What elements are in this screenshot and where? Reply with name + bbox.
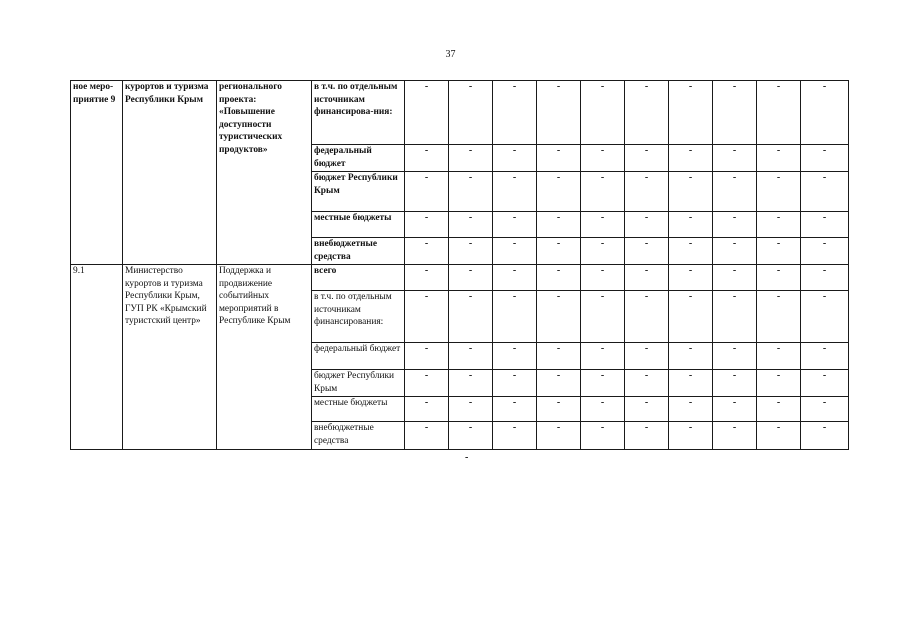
value-cell: - [537, 343, 581, 370]
value-cell: - [669, 265, 713, 291]
value-cell: - [757, 265, 801, 291]
value-cell: - [757, 343, 801, 370]
value-cell: - [581, 81, 625, 145]
value-cell: - [757, 370, 801, 397]
value-cell: - [625, 212, 669, 238]
value-cell: - [801, 238, 849, 265]
value-cell: - [405, 81, 449, 145]
value-cell: - [493, 370, 537, 397]
executor-cell: Министерство курортов и туризма Республики Крым, ГУП РК «Крымский туристский центр» [123, 265, 217, 450]
value-cell: - [493, 212, 537, 238]
value-cell: - [493, 81, 537, 145]
value-cell: - [537, 238, 581, 265]
value-cell: - [713, 81, 757, 145]
value-cell: - [669, 291, 713, 343]
value-cell: - [537, 145, 581, 172]
funding-source-label: внебюджетные средства [312, 238, 405, 265]
value-cell: - [581, 212, 625, 238]
value-cell: - [405, 265, 449, 291]
value-cell: - [449, 343, 493, 370]
executor-cell: курортов и туризма Республики Крым [123, 81, 217, 265]
value-cell: - [713, 397, 757, 422]
event-number-cell: ное меро-приятие 9 [71, 81, 123, 265]
value-cell: - [713, 265, 757, 291]
value-cell: - [801, 370, 849, 397]
value-cell: - [713, 370, 757, 397]
value-cell: - [405, 422, 449, 450]
value-cell: - [449, 291, 493, 343]
value-cell: - [669, 343, 713, 370]
stray-dash-mark: - [465, 452, 469, 463]
value-cell: - [449, 145, 493, 172]
value-cell: - [581, 291, 625, 343]
funding-source-label: внебюджетные средства [312, 422, 405, 450]
value-cell: - [713, 212, 757, 238]
funding-source-label: местные бюджеты [312, 212, 405, 238]
value-cell: - [713, 145, 757, 172]
value-cell: - [801, 172, 849, 212]
value-cell: - [713, 343, 757, 370]
event-name-cell: регионального проекта: «Повышение доступности туристических продуктов» [217, 81, 312, 265]
funding-source-label: федеральный бюджет [312, 343, 405, 370]
value-cell: - [405, 397, 449, 422]
value-cell: - [669, 81, 713, 145]
value-cell: - [581, 343, 625, 370]
value-cell: - [669, 397, 713, 422]
value-cell: - [757, 212, 801, 238]
value-cell: - [581, 238, 625, 265]
value-cell: - [449, 265, 493, 291]
value-cell: - [625, 81, 669, 145]
value-cell: - [801, 397, 849, 422]
value-cell: - [405, 370, 449, 397]
value-cell: - [801, 81, 849, 145]
value-cell: - [405, 212, 449, 238]
value-cell: - [493, 291, 537, 343]
value-cell: - [669, 212, 713, 238]
value-cell: - [801, 422, 849, 450]
value-cell: - [625, 397, 669, 422]
value-cell: - [801, 343, 849, 370]
value-cell: - [581, 172, 625, 212]
event-number-cell: 9.1 [71, 265, 123, 450]
value-cell: - [581, 422, 625, 450]
table-row [71, 265, 849, 291]
funding-source-label: бюджет Республики Крым [312, 172, 405, 212]
value-cell: - [801, 265, 849, 291]
value-cell: - [625, 422, 669, 450]
value-cell: - [713, 291, 757, 343]
value-cell: - [801, 291, 849, 343]
value-cell: - [581, 265, 625, 291]
value-cell: - [757, 145, 801, 172]
value-cell: - [581, 397, 625, 422]
funding-source-label: всего [312, 265, 405, 291]
value-cell: - [493, 265, 537, 291]
value-cell: - [493, 343, 537, 370]
value-cell: - [625, 172, 669, 212]
value-cell: - [449, 370, 493, 397]
value-cell: - [537, 81, 581, 145]
value-cell: - [405, 343, 449, 370]
value-cell: - [757, 422, 801, 450]
value-cell: - [405, 238, 449, 265]
funding-source-label: бюджет Республики Крым [312, 370, 405, 397]
value-cell: - [449, 81, 493, 145]
event-name-cell: Поддержка и продвижение событийных мероприятий в Республике Крым [217, 265, 312, 450]
value-cell: - [537, 172, 581, 212]
funding-source-label: в т.ч. по отдельным источникам финансирования: [312, 291, 405, 343]
value-cell: - [405, 172, 449, 212]
value-cell: - [537, 370, 581, 397]
value-cell: - [625, 370, 669, 397]
value-cell: - [493, 172, 537, 212]
funding-source-label: федеральный бюджет [312, 145, 405, 172]
value-cell: - [537, 291, 581, 343]
value-cell: - [449, 238, 493, 265]
value-cell: - [669, 422, 713, 450]
value-cell: - [625, 291, 669, 343]
value-cell: - [537, 265, 581, 291]
value-cell: - [669, 172, 713, 212]
value-cell: - [581, 370, 625, 397]
value-cell: - [449, 212, 493, 238]
value-cell: - [625, 145, 669, 172]
value-cell: - [625, 265, 669, 291]
value-cell: - [669, 145, 713, 172]
table-row [71, 81, 849, 145]
value-cell: - [537, 422, 581, 450]
value-cell: - [713, 172, 757, 212]
value-cell: - [757, 81, 801, 145]
value-cell: - [405, 291, 449, 343]
value-cell: - [493, 422, 537, 450]
value-cell: - [801, 212, 849, 238]
value-cell: - [757, 172, 801, 212]
value-cell: - [669, 370, 713, 397]
value-cell: - [449, 172, 493, 212]
value-cell: - [537, 212, 581, 238]
value-cell: - [449, 422, 493, 450]
value-cell: - [757, 397, 801, 422]
value-cell: - [713, 238, 757, 265]
value-cell: - [449, 397, 493, 422]
funding-source-label: местные бюджеты [312, 397, 405, 422]
value-cell: - [493, 145, 537, 172]
funding-source-label: в т.ч. по отдельным источникам финансирова-ния: [312, 81, 405, 145]
value-cell: - [801, 145, 849, 172]
value-cell: - [625, 343, 669, 370]
value-cell: - [713, 422, 757, 450]
value-cell: - [405, 145, 449, 172]
value-cell: - [493, 397, 537, 422]
page-number: 37 [445, 49, 456, 60]
value-cell: - [625, 238, 669, 265]
value-cell: - [493, 238, 537, 265]
value-cell: - [757, 291, 801, 343]
value-cell: - [669, 238, 713, 265]
value-cell: - [581, 145, 625, 172]
budget-table [70, 80, 849, 450]
value-cell: - [757, 238, 801, 265]
value-cell: - [537, 397, 581, 422]
